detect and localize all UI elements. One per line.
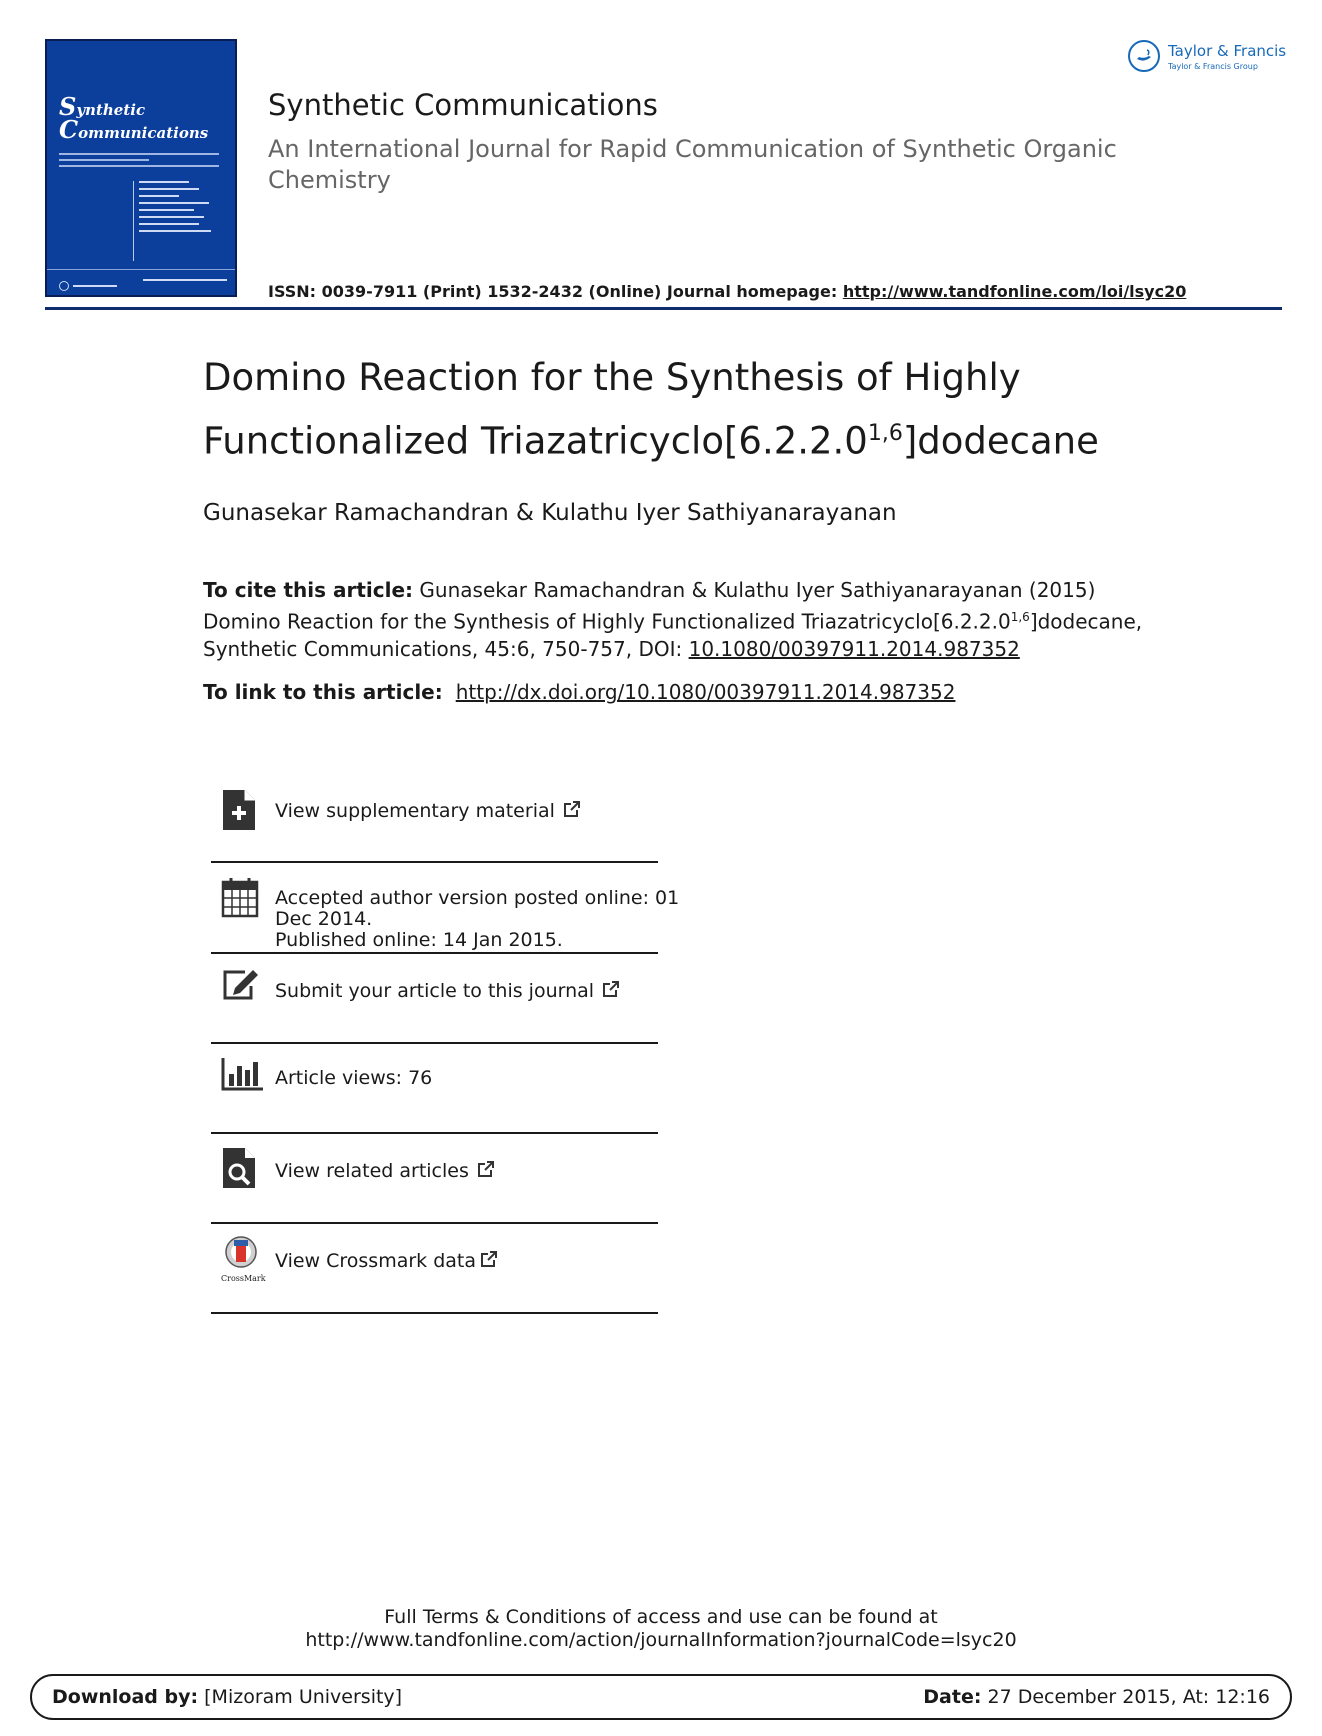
row-divider — [211, 861, 658, 863]
terms-notice: Full Terms & Conditions of access and use can be found at http://www.tandfonline.com/action/journalInformation?journalCode=lsyc20 — [0, 1606, 1322, 1652]
crossmark-link[interactable]: View Crossmark data — [275, 1250, 498, 1273]
dates-text: Accepted author version posted online: 01 Dec 2014. Published online: 14 Jan 2015. — [275, 887, 680, 951]
download-date: Date: 27 December 2015, At: 12:16 — [923, 1686, 1270, 1708]
publisher-group: Taylor & Francis Group — [1168, 62, 1258, 71]
cover-publisher-logo — [59, 275, 129, 285]
article-views-row — [211, 1052, 658, 1132]
crossmark-icon — [221, 1236, 266, 1283]
supplementary-material-row[interactable] — [211, 784, 658, 860]
journal-homepage-link[interactable]: http://www.tandfonline.com/loi/lsyc20 — [842, 282, 1187, 301]
external-link-icon — [480, 1250, 498, 1273]
issn-line: ISSN: 0039-7911 (Print) 1532-2432 (Online) Journal homepage: http://www.tandfonline.com/loi/lsyc20 — [268, 282, 1187, 301]
row-divider — [211, 1312, 658, 1314]
article-link-line: To link to this article: http://dx.doi.org/10.1080/00397911.2014.987352 — [203, 680, 956, 704]
journal-subtitle: An International Journal for Rapid Communication of Synthetic Organic Chemistry — [268, 135, 1117, 194]
external-link-icon — [563, 800, 581, 823]
header-divider — [45, 307, 1282, 310]
calendar-icon — [221, 876, 259, 920]
related-articles-row[interactable] — [211, 1142, 658, 1222]
cover-text-lines — [59, 153, 219, 171]
article-authors: Gunasekar Ramachandran & Kulathu Iyer Sathiyanarayanan — [203, 500, 897, 526]
cover-title: Synthetic Communications — [59, 92, 209, 144]
download-info-bar — [30, 1674, 1292, 1720]
file-plus-icon — [221, 788, 259, 832]
publisher-logo — [1128, 40, 1288, 76]
publication-dates-row — [211, 874, 680, 952]
external-link-icon — [602, 980, 620, 1003]
row-divider — [211, 1042, 658, 1044]
citation-doi-link[interactable]: 10.1080/00397911.2014.987352 — [688, 636, 1020, 661]
file-search-icon — [221, 1146, 259, 1190]
crossmark-row[interactable] — [211, 1232, 658, 1312]
row-divider — [211, 1222, 658, 1224]
publisher-name: Taylor & Francis — [1168, 42, 1287, 60]
bar-chart-icon — [221, 1056, 259, 1100]
row-divider — [211, 952, 658, 954]
supplementary-material-link[interactable]: View supplementary material — [275, 800, 581, 823]
journal-title: Synthetic Communications — [268, 88, 658, 122]
crossmark-badge-text: CrossMark — [221, 1274, 266, 1283]
article-doi-link[interactable]: http://dx.doi.org/10.1080/00397911.2014.987352 — [455, 680, 956, 704]
related-articles-link[interactable]: View related articles — [275, 1160, 495, 1183]
row-divider — [211, 1132, 658, 1134]
external-link-icon — [477, 1160, 495, 1183]
download-by: Download by: [Mizoram University] — [52, 1686, 403, 1708]
cover-editor-lines — [139, 181, 219, 237]
article-title: Domino Reaction for the Synthesis of Highly Functionalized Triazatricyclo[6.2.2.0$^{1,6}$]dodecane — [203, 356, 1099, 463]
journal-cover-image — [45, 39, 237, 297]
cover-volume-line — [143, 279, 227, 281]
citation-block: To cite this article: Gunasekar Ramachandran & Kulathu Iyer Sathiyanarayanan (2015) Domino Reaction for the Synthesis of Highly Functionalized Triazatricyclo[6.2.2.0$^{1,6}$]dodecane, Synthetic Communications, 45:6, 750-757, DOI: 10.1080/00397911.2014.987352 — [203, 578, 1143, 661]
submit-article-link[interactable]: Submit your article to this journal — [275, 980, 620, 1003]
submit-article-row[interactable] — [211, 962, 658, 1042]
publisher-lamp-icon — [1128, 40, 1160, 72]
cover-footer-rule — [47, 269, 235, 270]
cover-divider — [133, 181, 134, 261]
edit-icon — [221, 966, 259, 1010]
article-views: Article views: 76 — [275, 1067, 433, 1089]
terms-link[interactable]: http://www.tandfonline.com/action/journalInformation?journalCode=lsyc20 — [305, 1629, 1017, 1651]
